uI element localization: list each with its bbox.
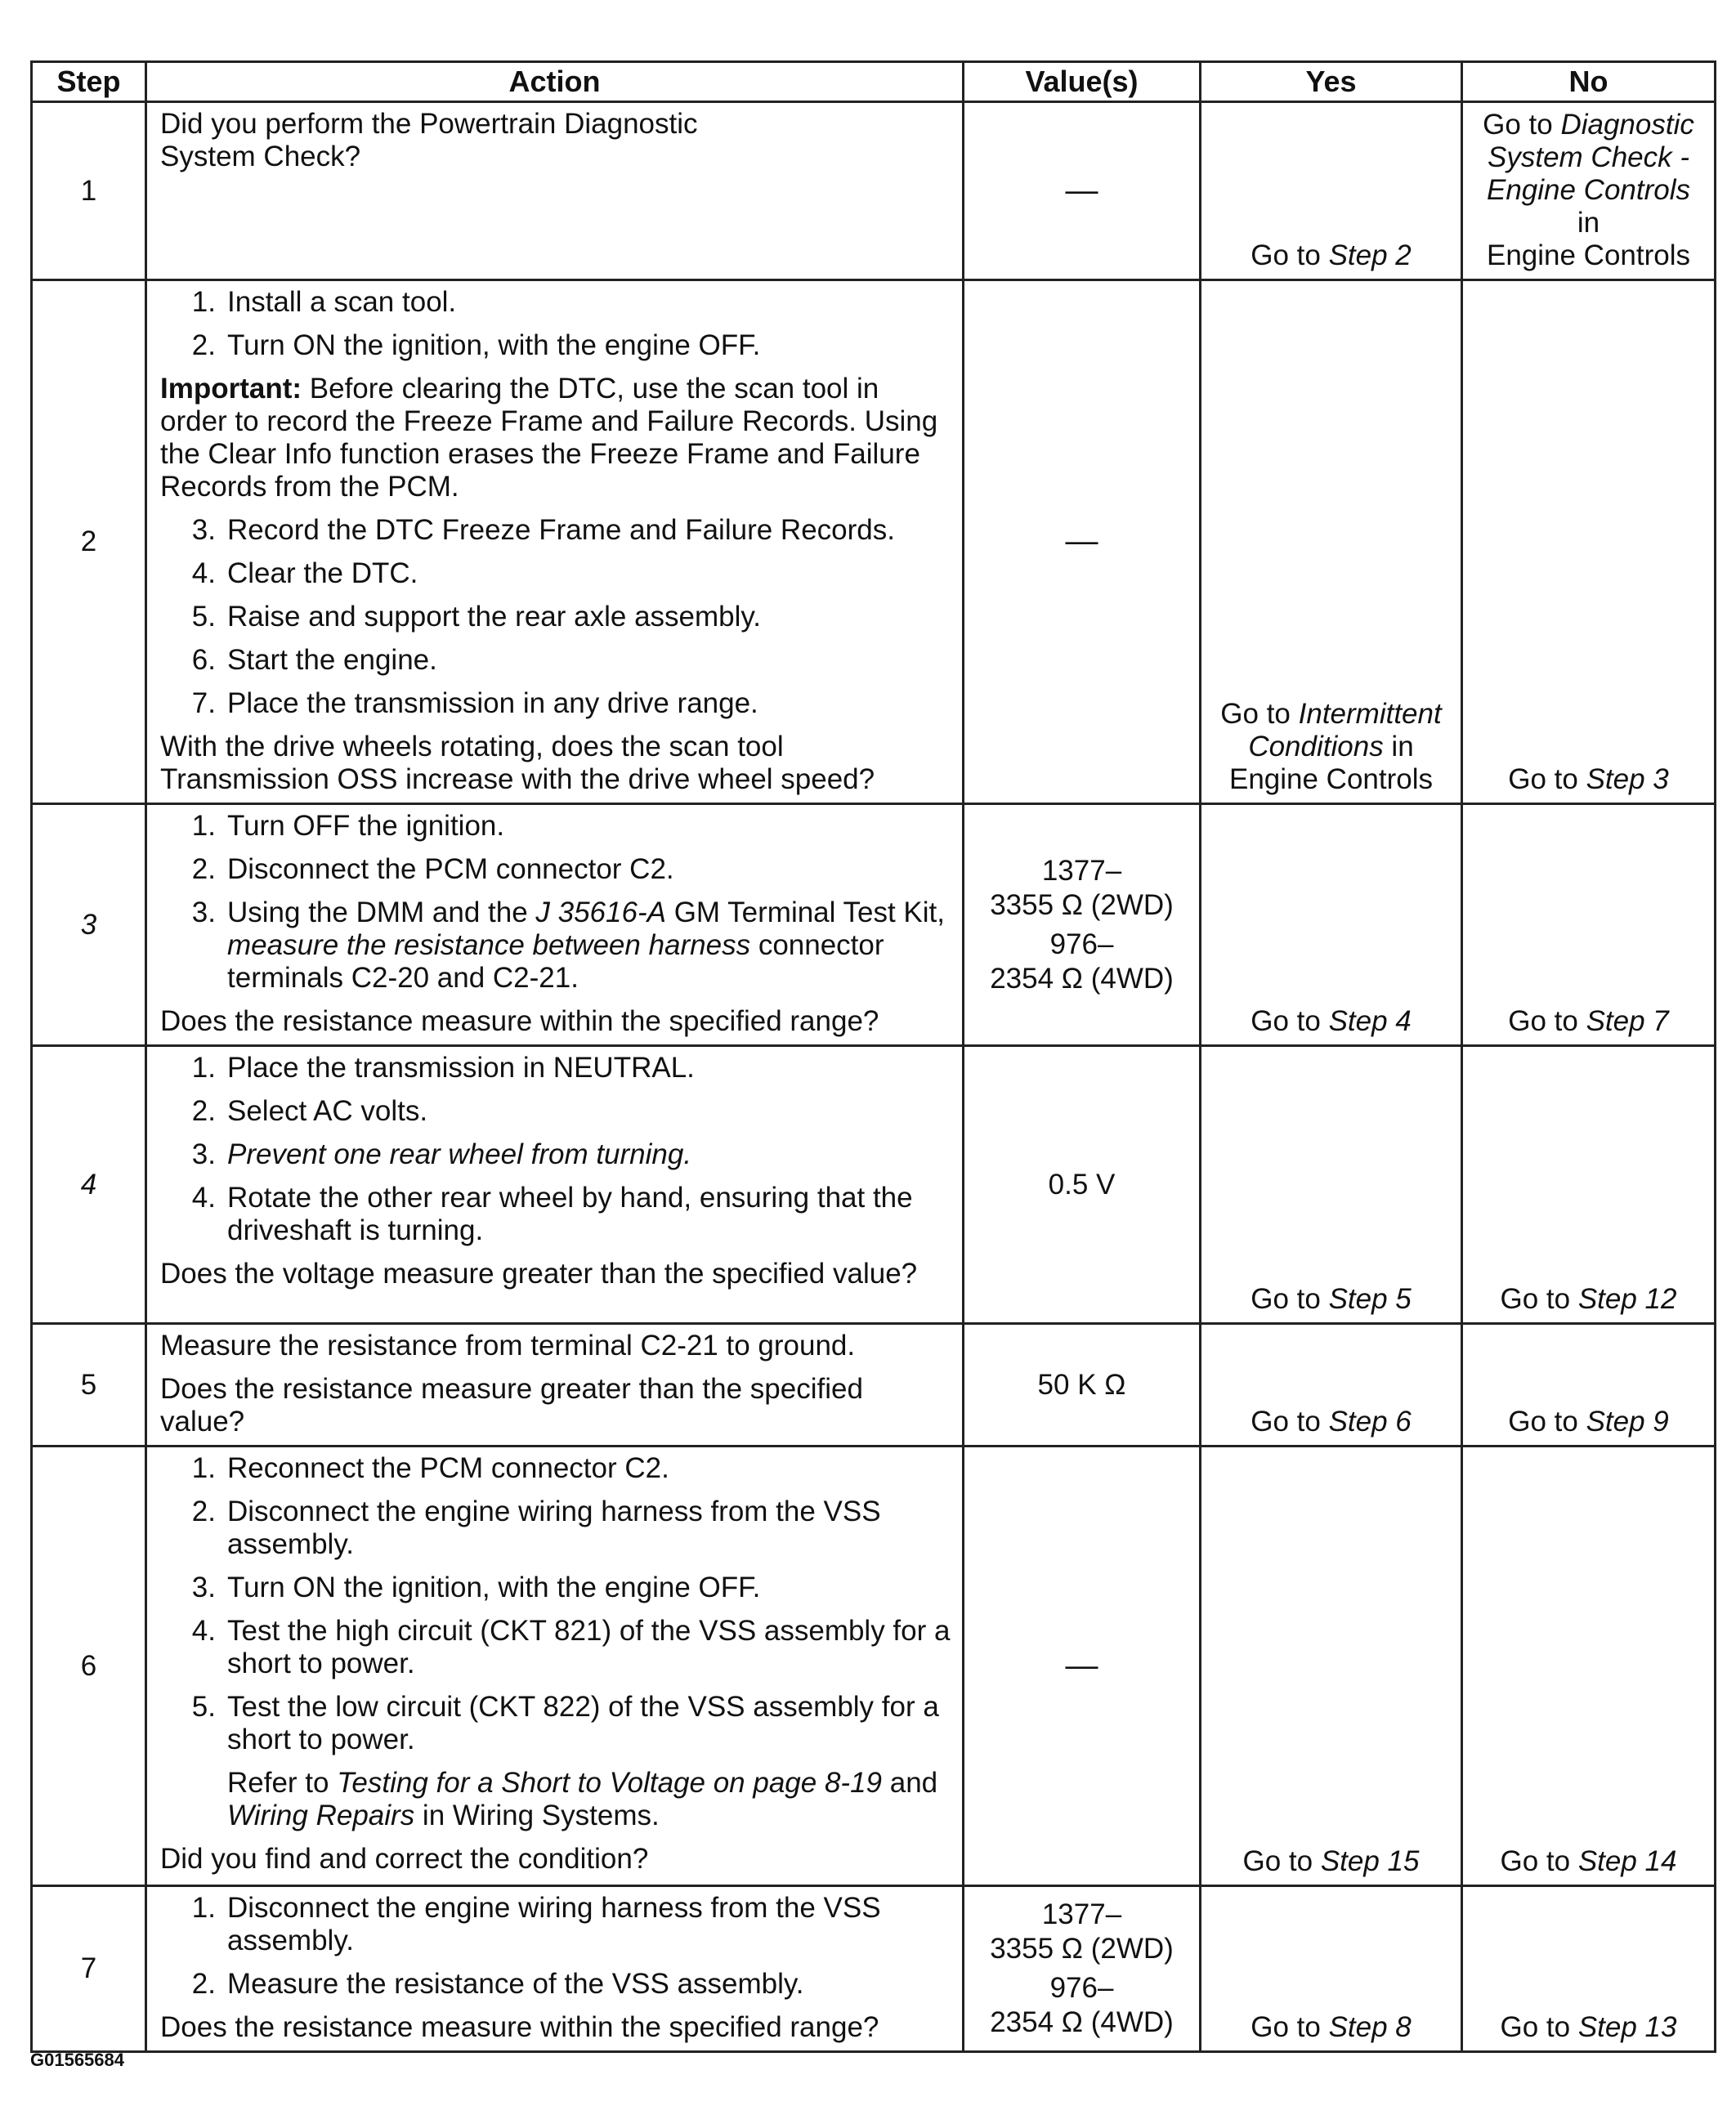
table-header-row	[32, 62, 1716, 102]
value-cell	[964, 1324, 1201, 1447]
list-item: 1. Turn OFF the ignition.	[191, 810, 505, 842]
action-question: With the drive wheels rotating, does the scan tool Transmission OSS increase with the drive wheel speed?	[160, 731, 875, 795]
no-step-link[interactable]: Step 14	[1577, 1845, 1677, 1877]
step-number: 2	[32, 280, 146, 804]
figure-id: G01565684	[30, 2050, 124, 2070]
no-cell	[1462, 1324, 1716, 1447]
list-item: 4. Clear the DTC.	[191, 557, 418, 589]
refer-note: Refer to Testing for a Short to Voltage on page 8-19 and Wiring Repairs in Wiring Systems.	[227, 1767, 938, 1831]
action-cell	[146, 1886, 964, 2052]
table-row	[32, 1046, 1716, 1324]
no-prefix: Go to	[1483, 109, 1561, 141]
refer-link-short-to-voltage[interactable]: Testing for a Short to Voltage on page 8-19	[337, 1767, 882, 1799]
yes-cell	[1201, 280, 1462, 804]
no-cell	[1462, 1046, 1716, 1324]
yes-step-link[interactable]: Step 15	[1320, 1845, 1420, 1877]
yes-prefix: Go to	[1242, 1845, 1321, 1877]
step-number: 5	[32, 1324, 146, 1447]
step-number: 7	[32, 1886, 146, 2052]
action-cell	[146, 1447, 964, 1886]
step-number: 1	[32, 102, 146, 280]
list-item: 2. Turn ON the ignition, with the engine OFF.	[191, 329, 761, 361]
no-step-link[interactable]: Step 13	[1577, 2011, 1677, 2043]
step-number: 6	[32, 1447, 146, 1886]
yes-cell	[1201, 1886, 1462, 2052]
header-no: No	[1462, 62, 1716, 102]
yes-prefix: Go to	[1251, 239, 1329, 271]
value-text: —	[1065, 1647, 1098, 1684]
no-step-link[interactable]: Step 9	[1586, 1406, 1669, 1438]
table-row	[32, 102, 1716, 280]
yes-prefix: Go to	[1251, 1283, 1329, 1315]
list-item: 3. Prevent one rear wheel from turning.	[191, 1138, 692, 1170]
no-prefix: Go to	[1508, 763, 1586, 795]
no-cell	[1462, 102, 1716, 280]
step-number: 3	[32, 804, 146, 1046]
no-prefix: Go to	[1500, 1845, 1578, 1877]
no-cell	[1462, 1886, 1716, 2052]
value-text: 50 K Ω	[1037, 1368, 1126, 1401]
list-item: 3. Using the DMM and the J 35616-A GM Terminal Test Kit, measure the resistance between harness connector terminals C2-20 and C2-21.	[191, 897, 945, 994]
yes-prefix: Go to	[1251, 1005, 1329, 1037]
list-item: 1. Install a scan tool.	[191, 286, 457, 318]
header-action: Action	[146, 62, 964, 102]
yes-cell	[1201, 102, 1462, 280]
value-text: —	[1065, 172, 1098, 208]
no-step-link[interactable]: Step 7	[1586, 1005, 1669, 1037]
yes-prefix: Go to	[1220, 698, 1299, 730]
list-item: 4. Test the high circuit (CKT 821) of the VSS assembly for a short to power.	[191, 1615, 951, 1679]
yes-step-link[interactable]: Step 6	[1328, 1406, 1412, 1438]
no-step-link[interactable]: Step 12	[1577, 1283, 1677, 1315]
important-label: Important:	[160, 373, 302, 405]
refer-link-wiring-repairs[interactable]: Wiring Repairs	[227, 1800, 415, 1831]
value-text: 0.5 V	[1048, 1168, 1116, 1201]
diagnostic-table	[30, 60, 1716, 2053]
step-number: 4	[32, 1046, 146, 1324]
no-cell	[1462, 804, 1716, 1046]
yes-prefix: Go to	[1251, 2011, 1329, 2043]
yes-cell	[1201, 1447, 1462, 1886]
header-values: Value(s)	[964, 62, 1201, 102]
action-question: Does the voltage measure greater than the specified value?	[160, 1258, 918, 1290]
no-prefix: Go to	[1508, 1005, 1586, 1037]
yes-post1: in	[1383, 731, 1414, 762]
yes-step-link[interactable]: Step 8	[1328, 2011, 1412, 2043]
table-row	[32, 1886, 1716, 2052]
table-row	[32, 1447, 1716, 1886]
no-step-link[interactable]: Step 3	[1586, 763, 1669, 795]
no-link-line1[interactable]: Diagnostic	[1560, 109, 1694, 141]
action-line: Measure the resistance from terminal C2-21 to ground.	[160, 1330, 856, 1362]
action-cell	[146, 102, 964, 280]
list-item: 6. Start the engine.	[191, 644, 437, 676]
action-cell	[146, 1046, 964, 1324]
list-item: 1. Place the transmission in NEUTRAL.	[191, 1052, 695, 1084]
yes-prefix: Go to	[1251, 1406, 1329, 1438]
list-item: 1. Disconnect the engine wiring harness from the VSS assembly.	[191, 1892, 881, 1956]
list-item: 5. Raise and support the rear axle assembly.	[191, 601, 762, 633]
no-link-line2[interactable]: System Check -	[1488, 141, 1689, 173]
value-text: —	[1065, 523, 1098, 559]
no-prefix: Go to	[1508, 1406, 1586, 1438]
action-question: Did you perform the Powertrain Diagnostic	[160, 108, 698, 140]
no-prefix: Go to	[1500, 2011, 1578, 2043]
action-question: Does the resistance measure within the specified range?	[160, 2011, 879, 2043]
action-cell	[146, 1324, 964, 1447]
action-cell	[146, 804, 964, 1046]
no-cell	[1462, 280, 1716, 804]
list-item: 4. Rotate the other rear wheel by hand, ensuring that the driveshaft is turning.	[191, 1182, 913, 1246]
yes-cell	[1201, 1046, 1462, 1324]
yes-step-link[interactable]: Step 2	[1328, 239, 1412, 271]
table-row	[32, 280, 1716, 804]
no-post: Engine Controls	[1486, 239, 1691, 271]
table-row	[32, 1324, 1716, 1447]
yes-link-line1[interactable]: Intermittent	[1298, 698, 1442, 730]
list-item: 5. Test the low circuit (CKT 822) of the VSS assembly for a short to power.	[191, 1691, 939, 1755]
action-question: System Check?	[160, 141, 361, 172]
yes-post2: Engine Controls	[1228, 763, 1434, 795]
important-text: Before clearing the DTC, use the scan tool in order to record the Freeze Frame and Failure Records. Using the Clear Info function erases the Freeze Frame and Failure Records from the PCM.	[160, 373, 938, 503]
value-cell: 1377– 3355 Ω (2WD) 976– 2354 Ω (4WD)	[964, 804, 1201, 1046]
header-step: Step	[32, 62, 146, 102]
list-item: 2. Disconnect the engine wiring harness from the VSS assembly.	[191, 1496, 881, 1560]
tool-reference: J 35616-A	[535, 897, 666, 928]
yes-link-line2[interactable]: Conditions	[1248, 731, 1384, 762]
value-cell: 1377– 3355 Ω (2WD) 976– 2354 Ω (4WD)	[964, 1886, 1201, 2052]
yes-cell	[1201, 804, 1462, 1046]
action-question: Did you find and correct the condition?	[160, 1843, 649, 1875]
value-cell	[964, 1447, 1201, 1886]
important-note	[160, 373, 951, 503]
list-item: 2. Disconnect the PCM connector C2.	[191, 853, 674, 885]
list-item: 1. Reconnect the PCM connector C2.	[191, 1452, 669, 1484]
header-yes: Yes	[1201, 62, 1462, 102]
list-item: 2. Select AC volts.	[191, 1095, 428, 1127]
yes-step-link[interactable]: Step 5	[1328, 1283, 1412, 1315]
list-item: 7. Place the transmission in any drive range.	[191, 687, 758, 719]
yes-step-link[interactable]: Step 4	[1328, 1005, 1412, 1037]
no-cell	[1462, 1447, 1716, 1886]
list-item: 2. Measure the resistance of the VSS assembly.	[191, 1968, 804, 2000]
action-question: Does the resistance measure greater than the specified value?	[160, 1373, 863, 1438]
no-prefix: Go to	[1500, 1283, 1578, 1315]
value-cell	[964, 1046, 1201, 1324]
value-cell	[964, 280, 1201, 804]
no-link-line3[interactable]: Engine Controls	[1486, 174, 1691, 206]
yes-cell	[1201, 1324, 1462, 1447]
action-cell	[146, 280, 964, 804]
value-cell	[964, 102, 1201, 280]
no-mid: in	[1577, 207, 1600, 239]
action-question: Does the resistance measure within the specified range?	[160, 1005, 879, 1037]
table-row	[32, 804, 1716, 1046]
list-item: 3. Record the DTC Freeze Frame and Failure Records.	[191, 514, 895, 546]
list-item: 3. Turn ON the ignition, with the engine OFF.	[191, 1572, 761, 1603]
